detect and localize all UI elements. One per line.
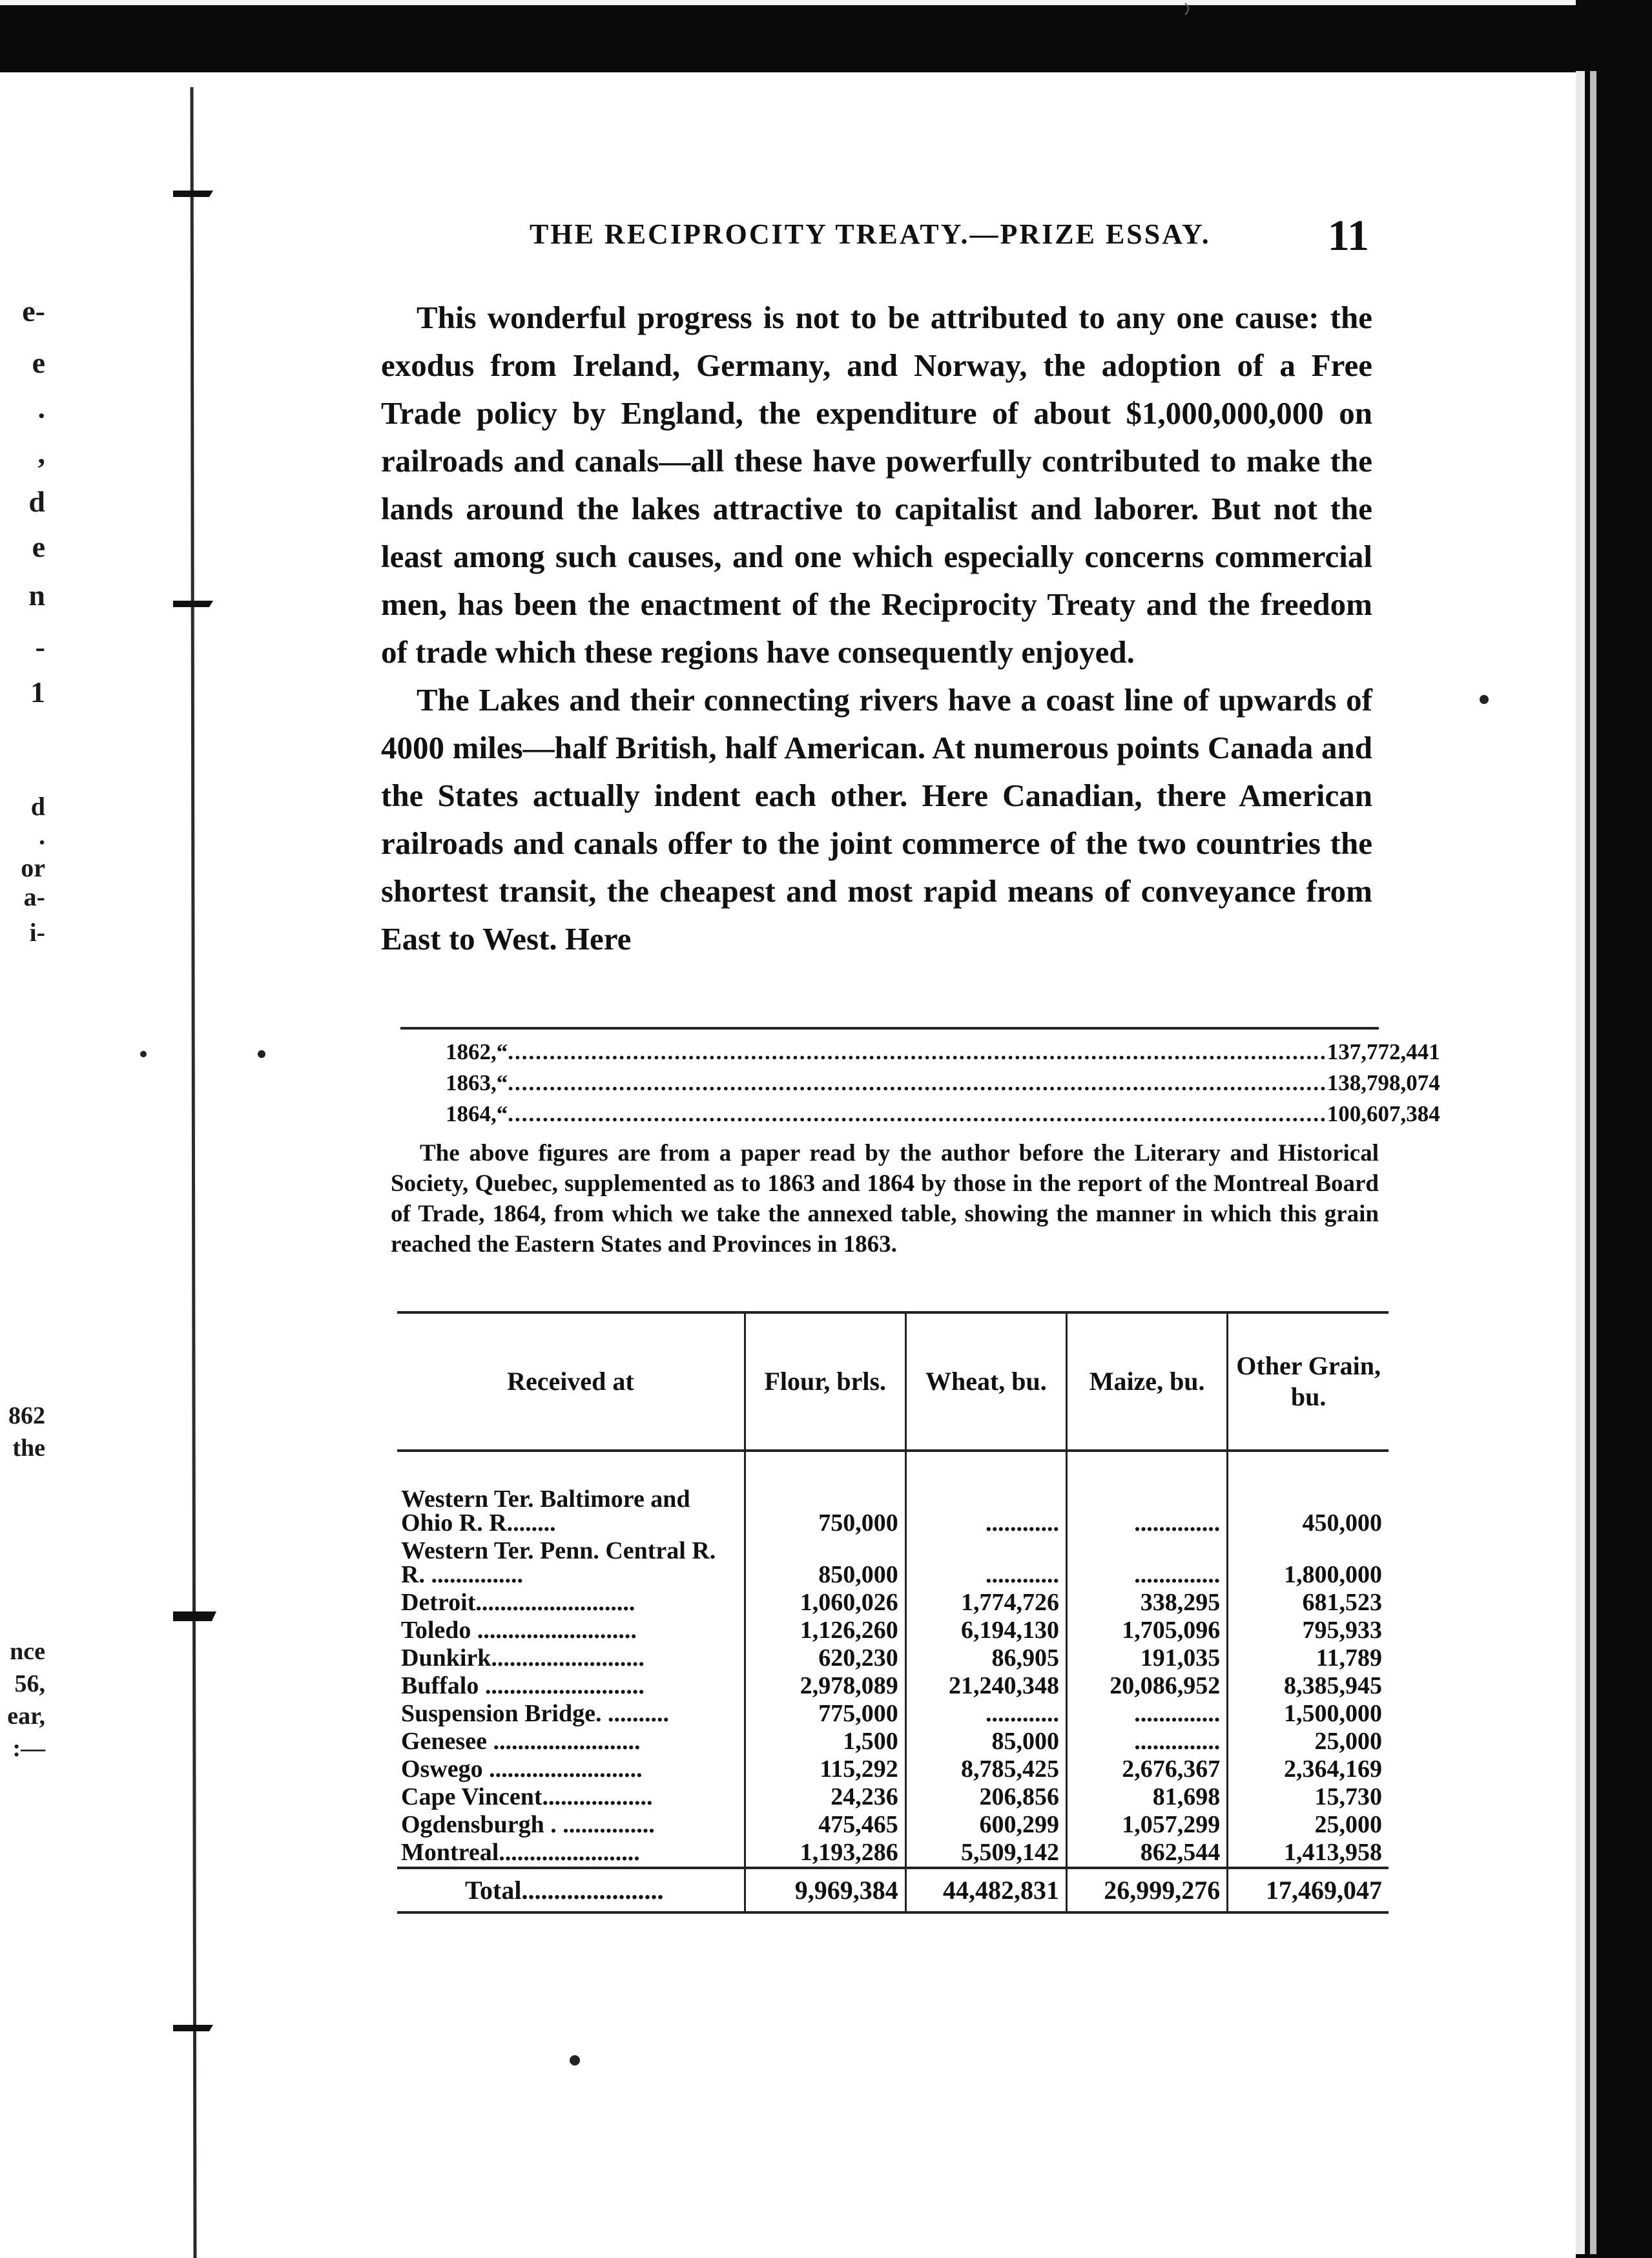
fragment: . (37, 391, 45, 424)
flour-cell: 775,000 (745, 1700, 905, 1728)
table-row (397, 1617, 1389, 1644)
fragment: . (39, 821, 45, 850)
right-dark-border (1576, 0, 1652, 2258)
binding-tick (173, 1611, 216, 1621)
maize-cell: 1,057,299 (1067, 1811, 1228, 1839)
wheat-cell: 5,509,142 (905, 1839, 1066, 1868)
leader-dots: ...................................................................................................................... (508, 1039, 1327, 1064)
place-cell: Detroit.......................... (401, 1589, 635, 1616)
previous-page-fragments (0, 0, 52, 2258)
fragment: 862 (8, 1402, 45, 1429)
flour-cell: 24,236 (745, 1783, 905, 1811)
table-row (397, 1839, 1389, 1868)
ink-speck (258, 1050, 265, 1058)
other-grain-cell: 681,523 (1228, 1589, 1389, 1617)
fragment: n (28, 579, 45, 612)
flour-cell: 1,500 (745, 1728, 905, 1756)
figure-value: 137,772,441 (1327, 1039, 1440, 1064)
table-row (397, 1672, 1389, 1700)
maize-cell: .............. (1067, 1486, 1228, 1537)
figure-year: 1864, (446, 1101, 497, 1126)
flour-cell: 1,126,260 (745, 1617, 905, 1644)
flour-cell: 475,465 (745, 1811, 905, 1839)
ditto-mark: “ (496, 1039, 508, 1064)
wheat-cell: 600,299 (905, 1811, 1066, 1839)
table (397, 1311, 1389, 1914)
top-dark-border (0, 0, 1652, 74)
running-head (530, 210, 1369, 260)
fragment: e (32, 530, 45, 563)
other-grain-cell: 795,933 (1228, 1617, 1389, 1644)
fragment: the (12, 1435, 45, 1462)
table-row (397, 1644, 1389, 1672)
binding-tick (173, 601, 213, 607)
fragment: nce (10, 1638, 45, 1665)
flour-cell: 850,000 (745, 1537, 905, 1589)
ink-speck (570, 2055, 580, 2066)
maize-cell: .............. (1067, 1728, 1228, 1756)
wheat-cell: 8,785,425 (905, 1756, 1066, 1783)
wheat-cell: ............ (905, 1537, 1066, 1589)
fragment: , (37, 437, 45, 470)
other-grain-cell: 1,500,000 (1228, 1700, 1389, 1728)
wheat-cell: ............ (905, 1486, 1066, 1537)
fragment: e (32, 346, 45, 379)
fragment: d (30, 792, 45, 821)
fragment: or (21, 853, 45, 882)
table-row (397, 1728, 1389, 1756)
maize-cell: 191,035 (1067, 1644, 1228, 1672)
ditto-mark: “ (496, 1070, 508, 1095)
table-row (397, 1589, 1389, 1617)
fragment: 1 (30, 676, 45, 709)
figure-value: 100,607,384 (1327, 1101, 1440, 1126)
ink-speck (1480, 695, 1489, 704)
maize-cell: .............. (1067, 1700, 1228, 1728)
wheat-cell: 86,905 (905, 1644, 1066, 1672)
footnote-rule (400, 1027, 1379, 1030)
body-text (381, 294, 1372, 963)
table-row (397, 1783, 1389, 1811)
figure-year: 1863, (446, 1070, 497, 1095)
page-edge-highlight (1576, 71, 1585, 2254)
binding-tick (173, 2025, 213, 2031)
place-cell: Western Ter. Baltimore and Ohio R. R........ (401, 1486, 690, 1537)
footnote-text: The above figures are from a paper read by the author before the Literary and Historical Society, Quebec, supplemented as to 1863 and 1864 by those in the report of the Montreal Board of Trade, 1864, from which we take the annexed table, showing the manner in which this grain reached the Eastern States and Provinces in 1863. (391, 1140, 1379, 1258)
col-header-received-at: Received at (397, 1312, 745, 1451)
ink-speck (140, 1051, 147, 1057)
other-grain-cell: 25,000 (1228, 1811, 1389, 1839)
table-row (397, 1811, 1389, 1839)
total-label: Total...................... (397, 1868, 745, 1912)
table-row (397, 1756, 1389, 1783)
flour-cell: 1,060,026 (745, 1589, 905, 1617)
table-header-row (397, 1312, 1389, 1451)
wheat-cell: 6,194,130 (905, 1617, 1066, 1644)
place-cell: Dunkirk......................... (401, 1644, 645, 1672)
maize-cell: 2,676,367 (1067, 1756, 1228, 1783)
col-header-maize: Maize, bu. (1067, 1312, 1228, 1451)
col-header-other-grain: Other Grain, bu. (1228, 1312, 1389, 1451)
place-cell: Suspension Bridge. .......... (401, 1700, 669, 1727)
paragraph: This wonderful progress is not to be attributed to any one cause: the exodus from Ireland, Germany, and Norway, the adoption of a Free Trade policy by England, the expenditure of about $1,000,000,000 on railroads and canals—all these have powerfully contributed to make the lands around the lakes attractive to capitalist and laborer. But not the least among such causes, and one which especially concerns commercial men, has been the enactment of the Reciprocity Treaty and the freedom of trade which these regions have consequently enjoyed. (381, 300, 1372, 670)
footnote-figures (446, 1037, 1440, 1130)
leader-dots: ...................................................................................................................... (508, 1070, 1327, 1095)
total-maize: 26,999,276 (1067, 1868, 1228, 1912)
fragment: - (35, 630, 45, 663)
place-cell: Cape Vincent.................. (401, 1783, 653, 1810)
page-number: 11 (1327, 211, 1369, 260)
wheat-cell: ............ (905, 1700, 1066, 1728)
figure-value: 138,798,074 (1327, 1070, 1440, 1095)
flour-cell: 1,193,286 (745, 1839, 905, 1868)
other-grain-cell: 1,800,000 (1228, 1537, 1389, 1589)
figure-row (446, 1099, 1440, 1130)
fragment: ear, (7, 1703, 45, 1730)
place-cell: Genesee ........................ (401, 1728, 641, 1755)
spacer-row (397, 1451, 1389, 1486)
flour-cell: 620,230 (745, 1644, 905, 1672)
fragment: a- (23, 882, 45, 911)
grain-receipts-table (397, 1311, 1389, 1914)
wheat-cell: 21,240,348 (905, 1672, 1066, 1700)
wheat-cell: 1,774,726 (905, 1589, 1066, 1617)
top-paper-strip (0, 0, 1652, 5)
figure-year: 1862, (446, 1039, 497, 1064)
maize-cell: 81,698 (1067, 1783, 1228, 1811)
total-row (397, 1868, 1389, 1912)
place-cell: Montreal....................... (401, 1839, 640, 1866)
binding-tick (173, 191, 213, 197)
fragment: i- (29, 918, 45, 947)
maize-cell: .............. (1067, 1537, 1228, 1589)
flour-cell: 2,978,089 (745, 1672, 905, 1700)
fragment: d (28, 485, 45, 518)
maize-cell: 862,544 (1067, 1839, 1228, 1868)
other-grain-cell: 2,364,169 (1228, 1756, 1389, 1783)
place-cell: Toledo .......................... (401, 1617, 637, 1644)
leader-dots: ...................................................................................................................... (508, 1101, 1327, 1126)
wheat-cell: 206,856 (905, 1783, 1066, 1811)
other-grain-cell: 11,789 (1228, 1644, 1389, 1672)
col-header-flour: Flour, brls. (745, 1312, 905, 1451)
maize-cell: 338,295 (1067, 1589, 1228, 1617)
maize-cell: 20,086,952 (1067, 1672, 1228, 1700)
ditto-mark: “ (496, 1101, 508, 1126)
figure-row (446, 1068, 1440, 1099)
running-title: THE RECIPROCITY TREATY.—PRIZE ESSAY. (530, 218, 1211, 250)
fragment: e- (22, 295, 45, 327)
other-grain-cell: 8,385,945 (1228, 1672, 1389, 1700)
place-cell: Buffalo .......................... (401, 1672, 645, 1699)
place-cell: Ogdensburgh . ............... (401, 1811, 655, 1838)
table-body (397, 1451, 1389, 1912)
table-row (397, 1537, 1389, 1589)
other-grain-cell: 15,730 (1228, 1783, 1389, 1811)
other-grain-cell: 25,000 (1228, 1728, 1389, 1756)
place-cell: Oswego ......................... (401, 1756, 643, 1783)
page-edge-shadow (1590, 71, 1596, 2254)
fragment: :— (12, 1735, 45, 1762)
total-wheat: 44,482,831 (905, 1868, 1066, 1912)
flour-cell: 750,000 (745, 1486, 905, 1537)
table-row (397, 1486, 1389, 1537)
footnote (391, 1138, 1379, 1259)
place-cell: Western Ter. Penn. Central R. R. ............... (401, 1537, 716, 1588)
other-grain-cell: 1,413,958 (1228, 1839, 1389, 1868)
wheat-cell: 85,000 (905, 1728, 1066, 1756)
maize-cell: 1,705,096 (1067, 1617, 1228, 1644)
col-header-wheat: Wheat, bu. (905, 1312, 1066, 1451)
paragraph: The Lakes and their connecting rivers have a coast line of upwards of 4000 miles—half British, half American. At numerous points Canada and the States actually indent each other. Here Canadian, there American railroads and canals offer to the joint commerce of the two countries the shortest transit, the cheapest and most rapid means of conveyance from East to West. Here (381, 682, 1372, 957)
figure-row (446, 1037, 1440, 1068)
fragment: 56, (14, 1670, 45, 1697)
total-other-grain: 17,469,047 (1228, 1868, 1389, 1912)
table-row (397, 1700, 1389, 1728)
other-grain-cell: 450,000 (1228, 1486, 1389, 1537)
total-flour: 9,969,384 (745, 1868, 905, 1912)
flour-cell: 115,292 (745, 1756, 905, 1783)
